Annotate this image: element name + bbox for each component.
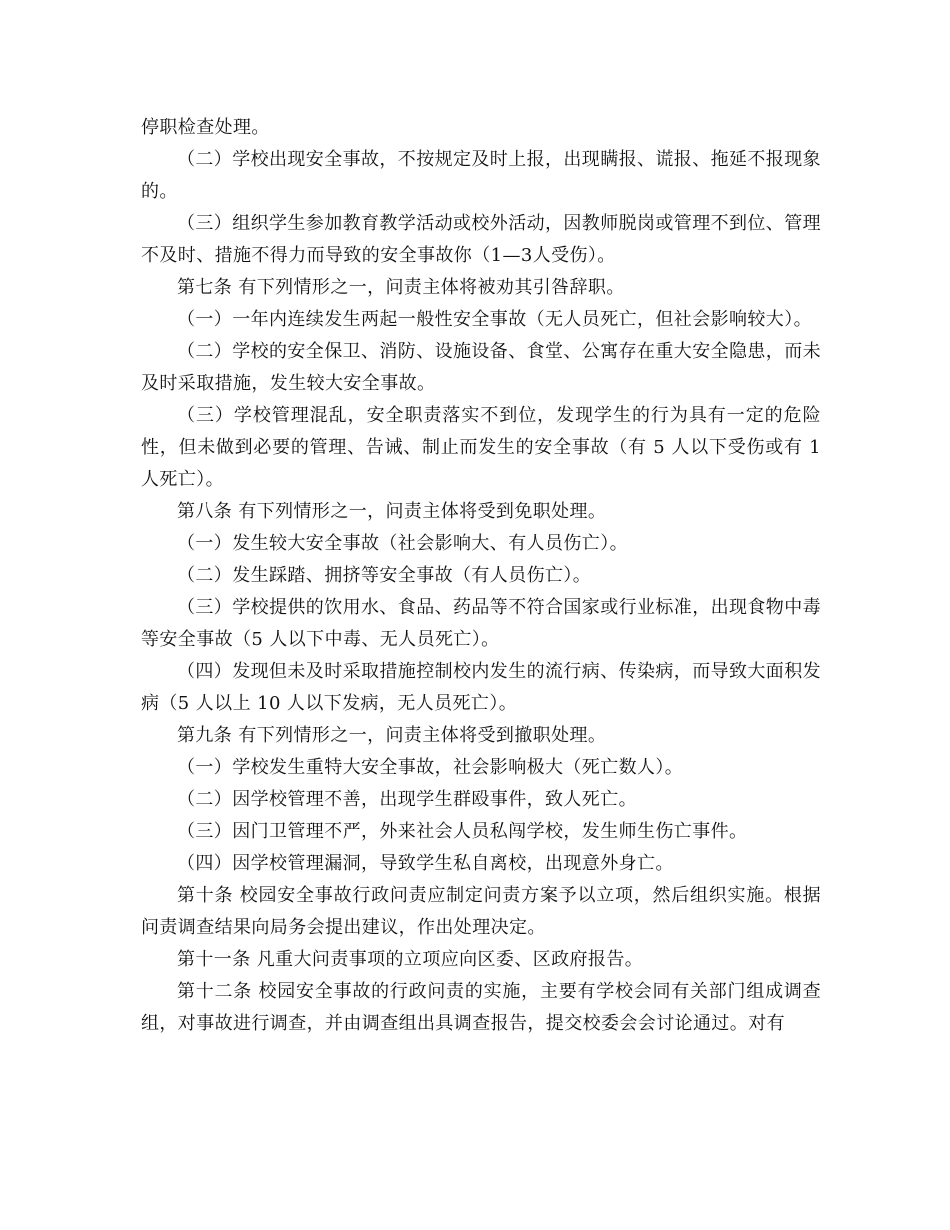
article-heading: 第七条 有下列情形之一，问责主体将被劝其引咎辞职。: [177, 277, 625, 298]
paragraph: （三）因门卫管理不严，外来社会人员私闯学校，发生师生伤亡事件。: [177, 821, 748, 842]
paragraph: （一）一年内连续发生两起一般性安全事故（无人员死亡，但社会影响较大）。: [177, 309, 812, 330]
paragraph: （四）因学校管理漏洞，导致学生私自离校，出现意外身亡。: [177, 853, 674, 874]
article-heading: 第十二条 校园安全事故的行政问责的实施，主要有学校会同有关部门组成调查组，对事故进行调查，并由调查组出具调查报告，提交校委会会讨论通过。对有: [141, 981, 821, 1034]
paragraph: （二）学校出现安全事故，不按规定及时上报，出现瞒报、谎报、拖延不报现象的。: [141, 149, 821, 202]
article-heading: 第十条 校园安全事故行政问责应制定问责方案予以立项，然后组织实施。根据问责调查结果向局务会提出建议，作出处理决定。: [141, 885, 821, 938]
paragraph: （二）因学校管理不善，出现学生群殴事件，致人死亡。: [177, 789, 637, 810]
paragraph: （一）学校发生重特大安全事故，社会影响极大（死亡数人）。: [177, 757, 684, 778]
paragraph: （四）发现但未及时采取措施控制校内发生的流行病、传染病，而导致大面积发病（5 人以上 10 人以下发病，无人员死亡）。: [141, 661, 821, 714]
paragraph: 停职检查处理。: [141, 117, 270, 138]
paragraph: （三）学校提供的饮用水、食品、药品等不符合国家或行业标准，出现食物中毒等安全事故（5 人以下中毒、无人员死亡）。: [141, 597, 821, 650]
paragraph: （三）学校管理混乱，安全职责落实不到位，发现学生的行为具有一定的危险性，但未做到必要的管理、告诫、制止而发生的安全事故（有 5 人以下受伤或有 1 人死亡）。: [141, 405, 821, 490]
paragraph: （二）发生踩踏、拥挤等安全事故（有人员伤亡）。: [177, 565, 592, 586]
document-body: [141, 112, 821, 1040]
article-heading: 第九条 有下列情形之一，问责主体将受到撤职处理。: [177, 725, 607, 746]
article-heading: 第十一条 凡重大问责事项的立项应向区委、区政府报告。: [177, 949, 644, 970]
article-heading: 第八条 有下列情形之一，问责主体将受到免职处理。: [177, 501, 607, 522]
paragraph: （三）组织学生参加教育教学活动或校外活动，因教师脱岗或管理不到位、管理不及时、措施不得力而导致的安全事故你（1—3人受伤）。: [141, 213, 821, 266]
paragraph: （一）发生较大安全事故（社会影响大、有人员伤亡）。: [177, 533, 628, 554]
paragraph: （二）学校的安全保卫、消防、设施设备、食堂、公寓存在重大安全隐患，而未及时采取措施，发生较大安全事故。: [141, 341, 821, 394]
